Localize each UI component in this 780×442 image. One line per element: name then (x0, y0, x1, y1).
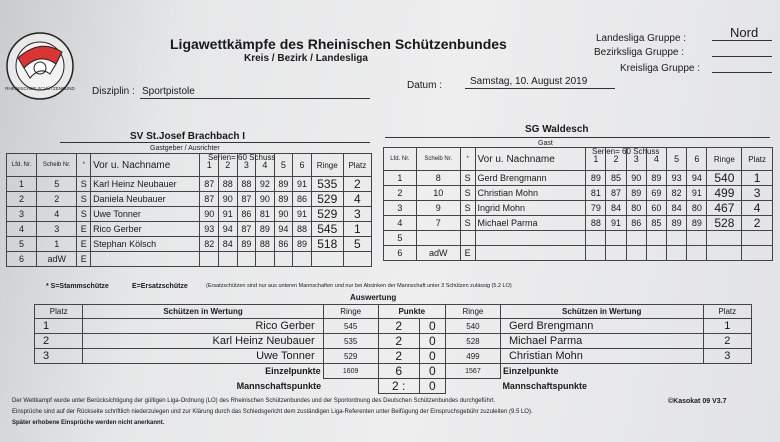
col-name: Vor u. Nachname (475, 148, 586, 171)
cell-s5: 90 (274, 207, 293, 222)
cell-s1: 87 (200, 192, 219, 207)
auswertung-row (35, 349, 752, 364)
cell-s2: 84 (606, 201, 626, 216)
cell-ringe: 467 (707, 201, 742, 216)
col-platz: Platz (742, 148, 773, 171)
cell-s2: 91 (606, 216, 626, 231)
cell-lfd: 4 (7, 222, 37, 237)
cell-s4: 90 (256, 192, 275, 207)
aw-cell-guest_name: Christian Mohn (500, 349, 703, 364)
cell-ringe (707, 231, 742, 246)
cell-s1: 82 (200, 237, 219, 252)
einzel-label: Einzelpunkte (265, 366, 321, 377)
footer-line-3: Später erhobene Einsprüche werden nicht anerkannt. (12, 420, 165, 426)
einzel-label-guest: Einzelpunkte (502, 366, 559, 377)
cell-s5: 89 (274, 192, 293, 207)
col-ringe: Ringe (707, 148, 742, 171)
cell-s1: 89 (586, 171, 606, 186)
guest-team-name: SG Waldesch (525, 124, 589, 135)
cell-st: S (77, 192, 91, 207)
cell-name: Stephan Kölsch (91, 237, 200, 252)
table-row (384, 201, 773, 216)
date-value: Samstag, 10. August 2019 (470, 76, 588, 87)
cell-ringe: 540 (707, 171, 742, 186)
guest-team-role: Gast (538, 140, 553, 147)
cell-st: E (77, 237, 91, 252)
col-s1: 1 (200, 154, 219, 177)
guest-total-ringe: 1567 (445, 364, 500, 379)
cell-s1: 90 (200, 207, 219, 222)
col-s5: 5 (274, 154, 293, 177)
aw-cell-home_name: Rico Gerber (83, 319, 323, 334)
col-s2: 2 (606, 148, 626, 171)
table-row (384, 216, 773, 231)
cell-s3: 89 (237, 237, 256, 252)
col-s3: 3 (626, 148, 646, 171)
landesliga-label: Landesliga Gruppe : (596, 33, 687, 44)
table-row (7, 252, 372, 267)
cell-s1: 93 (200, 222, 219, 237)
cell-lfd: 6 (7, 252, 37, 267)
cell-lfd: 5 (7, 237, 37, 252)
aw-cell-guest_ringe: 528 (445, 334, 500, 349)
col-scheib: Scheib Nr. (416, 148, 460, 171)
cell-s6: 89 (293, 237, 312, 252)
guest-results-table (383, 147, 773, 261)
aw-cell-home_p: 2 (378, 319, 419, 334)
cell-ringe: 529 (311, 207, 343, 222)
serien-count: 60 (238, 153, 247, 162)
aw-cell-guest_ringe: 540 (445, 319, 500, 334)
mann-score (378, 379, 419, 394)
home-einzelpunkte: 6 (378, 364, 419, 379)
cell-lfd: 3 (384, 201, 417, 216)
cell-ringe: 518 (311, 237, 343, 252)
cell-s1: 81 (586, 186, 606, 201)
cell-scheib: 3 (37, 222, 77, 237)
cell-platz: 5 (343, 237, 371, 252)
cell-lfd: 3 (7, 207, 37, 222)
cell-s4: 89 (646, 171, 666, 186)
cell-lfd: 1 (384, 171, 417, 186)
cell-s6: 94 (687, 171, 707, 186)
cell-lfd: 5 (384, 231, 417, 246)
cell-s6 (687, 246, 707, 261)
cell-s6: 91 (293, 207, 312, 222)
cell-st (460, 231, 475, 246)
landesliga-value: Nord (730, 25, 759, 40)
cell-s3: 87 (237, 192, 256, 207)
mann-label: Mannschaftspunkte (236, 381, 322, 391)
cell-s3: 86 (237, 207, 256, 222)
cell-s2: 91 (219, 207, 238, 222)
footer-copyright: ©Kasokat 09 V3.7 (668, 398, 727, 405)
cell-st: S (460, 171, 475, 186)
cell-s4: 85 (646, 216, 666, 231)
cell-lfd: 1 (7, 177, 37, 192)
cell-lfd: 2 (7, 192, 37, 207)
aw-cell-home_ringe: 535 (323, 334, 378, 349)
auswertung-title: Auswertung (350, 293, 397, 302)
guest-mannschaftspunkte: 0 (419, 379, 445, 394)
cell-s1: 88 (586, 216, 606, 231)
cell-name: Christian Mohn (475, 186, 586, 201)
legend-note: (Ersatzschützen sind nur aus unteren Mannschaften und nur bei Absinken der Mannschaft unter 3 Schützen zulässig (5.2 LO) (206, 283, 512, 289)
cell-st: S (460, 201, 475, 216)
serien-label: Serien= (208, 153, 236, 162)
cell-platz: 4 (742, 201, 773, 216)
cell-s5: 82 (667, 186, 687, 201)
cell-s4: 88 (256, 237, 275, 252)
aw-col-punkte: Punkte (378, 305, 445, 319)
footer-line-2: Einsprüche sind auf der Rückseite schriftlich niederzulegen und zur Klärung durch das Schiedsgericht dem zuständigen Liga-Referenten unter Beifügung der Einspruchsgebühr zuzuleiten (9.5 LO). (12, 409, 533, 415)
cell-st: S (460, 186, 475, 201)
date-label: Datum : (407, 80, 443, 91)
cell-st: S (77, 207, 91, 222)
cell-s4: 92 (256, 177, 275, 192)
cell-platz (742, 246, 773, 261)
cell-s1 (200, 252, 219, 267)
home-total-ringe: 1609 (323, 364, 378, 379)
cell-s2 (606, 246, 626, 261)
auswertung-row (35, 334, 752, 349)
cell-s3 (237, 252, 256, 267)
aw-cell-home_p: 2 (378, 334, 419, 349)
cell-s1 (586, 231, 606, 246)
cell-platz: 3 (343, 207, 371, 222)
cell-s4 (646, 246, 666, 261)
col-platz: Platz (343, 154, 371, 177)
cell-ringe (707, 246, 742, 261)
cell-lfd: 4 (384, 216, 417, 231)
guest-serien (592, 147, 659, 156)
page-subtitle: Kreis / Bezirk / Landesliga (244, 53, 368, 64)
aw-col-schuetzen-guest: Schützen in Wertung (500, 305, 703, 319)
cell-name: Uwe Tonner (91, 207, 200, 222)
cell-s3: 87 (237, 222, 256, 237)
score-separator: : (402, 379, 406, 393)
cell-platz (742, 231, 773, 246)
cell-name: Michael Parma (475, 216, 586, 231)
cell-s3: 88 (237, 177, 256, 192)
cell-platz: 2 (742, 216, 773, 231)
cell-lfd: 6 (384, 246, 417, 261)
cell-platz: 4 (343, 192, 371, 207)
cell-scheib (416, 231, 460, 246)
cell-ringe: 535 (311, 177, 343, 192)
table-row (384, 186, 773, 201)
serien-label: Serien= (592, 147, 620, 156)
aw-cell-home_name: Uwe Tonner (83, 349, 323, 364)
serien-count: 60 (622, 147, 631, 156)
cell-scheib: 2 (37, 192, 77, 207)
cell-s2: 94 (219, 222, 238, 237)
col-s3: 3 (237, 154, 256, 177)
col-ringe: Ringe (311, 154, 343, 177)
cell-s6: 89 (687, 216, 707, 231)
aw-cell-home_ringe: 529 (323, 349, 378, 364)
cell-platz: 1 (343, 222, 371, 237)
col-s6: 6 (687, 148, 707, 171)
discipline-label: Disziplin : (92, 86, 135, 97)
cell-s4: 69 (646, 186, 666, 201)
col-lfd: Lfd. Nr. (384, 148, 417, 171)
aw-cell-guest_ringe: 499 (445, 349, 500, 364)
aw-cell-guest_p: 0 (419, 349, 445, 364)
aw-cell-home_name: Karl Heinz Neubauer (83, 334, 323, 349)
cell-platz (343, 252, 371, 267)
cell-name: Ingrid Mohn (475, 201, 586, 216)
cell-name: Rico Gerber (91, 222, 200, 237)
cell-s2 (606, 231, 626, 246)
bezirksliga-label: Bezirksliga Gruppe : (594, 47, 685, 58)
table-row (7, 192, 372, 207)
logo-text: RHEINISCHER SCHÜTZENBUND (5, 86, 75, 91)
col-star: * (77, 154, 91, 177)
cell-s5: 89 (667, 216, 687, 231)
cell-s6 (687, 231, 707, 246)
cell-s5: 89 (274, 177, 293, 192)
cell-s5: 94 (274, 222, 293, 237)
kreisliga-label: Kreisliga Gruppe : (620, 63, 701, 74)
footer-line-1: Der Wettkampf wurde unter Berücksichtigung der gültigen Liga-Ordnung (LO) des Rheinischen Schützenbundes und der Sportordnung des Deutschen Schützenbundes durchgeführt. (12, 398, 496, 404)
cell-s3: 90 (626, 171, 646, 186)
aw-col-ringe: Ringe (323, 305, 378, 319)
cell-s1: 87 (200, 177, 219, 192)
table-row (7, 207, 372, 222)
table-row (7, 177, 372, 192)
col-s4: 4 (646, 148, 666, 171)
home-serien (208, 153, 275, 162)
cell-name (475, 231, 586, 246)
aw-cell-guest_name: Gerd Brengmann (500, 319, 703, 334)
cell-name (475, 246, 586, 261)
cell-s5: 84 (667, 201, 687, 216)
cell-s2: 90 (219, 192, 238, 207)
aw-cell-guest_p: 0 (419, 334, 445, 349)
cell-s5 (274, 252, 293, 267)
table-row (384, 171, 773, 186)
aw-cell-guest_p: 0 (419, 319, 445, 334)
cell-s4: 60 (646, 201, 666, 216)
cell-s6: 86 (293, 192, 312, 207)
mannschaftspunkte-row (35, 379, 752, 394)
cell-scheib: 4 (37, 207, 77, 222)
cell-s6: 80 (687, 201, 707, 216)
col-star: * (460, 148, 475, 171)
cell-s6: 88 (293, 222, 312, 237)
home-team-role: Gastgeber / Ausrichter (150, 145, 220, 152)
cell-s6 (293, 252, 312, 267)
discipline-value: Sportpistole (142, 86, 195, 97)
cell-ringe: 528 (707, 216, 742, 231)
cell-s4 (256, 252, 275, 267)
cell-s5: 86 (274, 237, 293, 252)
home-results-table (6, 153, 372, 267)
schuss-label: Schuss (633, 147, 660, 156)
cell-st: E (460, 246, 475, 261)
cell-platz: 3 (742, 186, 773, 201)
auswertung-table (34, 304, 752, 394)
cell-scheib: 7 (416, 216, 460, 231)
aw-cell-home_p: 2 (378, 349, 419, 364)
cell-s4: 81 (256, 207, 275, 222)
cell-s5 (667, 246, 687, 261)
col-s5: 5 (667, 148, 687, 171)
cell-s2: 87 (606, 186, 626, 201)
einzelpunkte-row (35, 364, 752, 379)
table-row (384, 246, 773, 261)
cell-lfd: 2 (384, 186, 417, 201)
aw-col-schuetzen: Schützen in Wertung (83, 305, 323, 319)
cell-s3 (626, 246, 646, 261)
guest-einzelpunkte: 0 (419, 364, 445, 379)
aw-col-ringe-guest: Ringe (445, 305, 500, 319)
aw-cell-guest_platz: 1 (703, 319, 751, 334)
aw-cell-platz: 3 (35, 349, 83, 364)
col-s1: 1 (586, 148, 606, 171)
aw-col-platz: Platz (35, 305, 83, 319)
mann-label-guest: Mannschaftspunkte (502, 381, 587, 391)
cell-scheib: adW (416, 246, 460, 261)
aw-col-platz-guest: Platz (703, 305, 751, 319)
table-header (384, 148, 773, 171)
cell-s1: 79 (586, 201, 606, 216)
cell-st: E (77, 252, 91, 267)
aw-cell-guest_name: Michael Parma (500, 334, 703, 349)
col-s2: 2 (219, 154, 238, 177)
cell-name (91, 252, 200, 267)
cell-ringe: 545 (311, 222, 343, 237)
cell-name: Karl Heinz Neubauer (91, 177, 200, 192)
cell-s4: 89 (256, 222, 275, 237)
aw-cell-platz: 2 (35, 334, 83, 349)
cell-s6: 91 (687, 186, 707, 201)
home-team-name: SV St.Josef Brachbach I (130, 131, 246, 142)
cell-s2 (219, 252, 238, 267)
cell-s3 (626, 231, 646, 246)
cell-st: S (77, 177, 91, 192)
cell-s3: 80 (626, 201, 646, 216)
home-mannschaftspunkte: 2 (392, 379, 399, 393)
col-scheib: Scheib Nr. (37, 154, 77, 177)
aw-cell-guest_platz: 2 (703, 334, 751, 349)
table-row (384, 231, 773, 246)
auswertung-row (35, 319, 752, 334)
col-s4: 4 (256, 154, 275, 177)
auswertung-header (35, 305, 752, 319)
col-name: Vor u. Nachname (91, 154, 200, 177)
table-header (7, 154, 372, 177)
aw-cell-guest_platz: 3 (703, 349, 751, 364)
cell-s5: 93 (667, 171, 687, 186)
cell-platz: 1 (742, 171, 773, 186)
cell-s2: 84 (219, 237, 238, 252)
club-logo (4, 30, 76, 102)
cell-name: Gerd Brengmann (475, 171, 586, 186)
cell-ringe (311, 252, 343, 267)
cell-scheib: 9 (416, 201, 460, 216)
table-row (7, 222, 372, 237)
cell-ringe: 499 (707, 186, 742, 201)
legend-stamm: * S=Stammschütze (46, 283, 109, 290)
col-s6: 6 (293, 154, 312, 177)
col-lfd: Lfd. Nr. (7, 154, 37, 177)
cell-scheib: 8 (416, 171, 460, 186)
cell-st: S (460, 216, 475, 231)
cell-s3: 86 (626, 216, 646, 231)
cell-ringe: 529 (311, 192, 343, 207)
legend-ersatz: E=Ersatzschütze (132, 283, 188, 290)
cell-s3: 89 (626, 186, 646, 201)
cell-s1 (586, 246, 606, 261)
cell-scheib: 5 (37, 177, 77, 192)
cell-s2: 85 (606, 171, 626, 186)
table-row (7, 237, 372, 252)
aw-cell-platz: 1 (35, 319, 83, 334)
cell-s6: 91 (293, 177, 312, 192)
cell-s2: 88 (219, 177, 238, 192)
page-title: Ligawettkämpfe des Rheinischen Schützenbundes (170, 36, 507, 52)
cell-st: E (77, 222, 91, 237)
aw-cell-home_ringe: 545 (323, 319, 378, 334)
cell-s5 (667, 231, 687, 246)
cell-scheib: 10 (416, 186, 460, 201)
cell-scheib: adW (37, 252, 77, 267)
cell-scheib: 1 (37, 237, 77, 252)
schuss-label: Schuss (249, 153, 276, 162)
cell-s4 (646, 231, 666, 246)
cell-platz: 2 (343, 177, 371, 192)
cell-name: Daniela Neubauer (91, 192, 200, 207)
